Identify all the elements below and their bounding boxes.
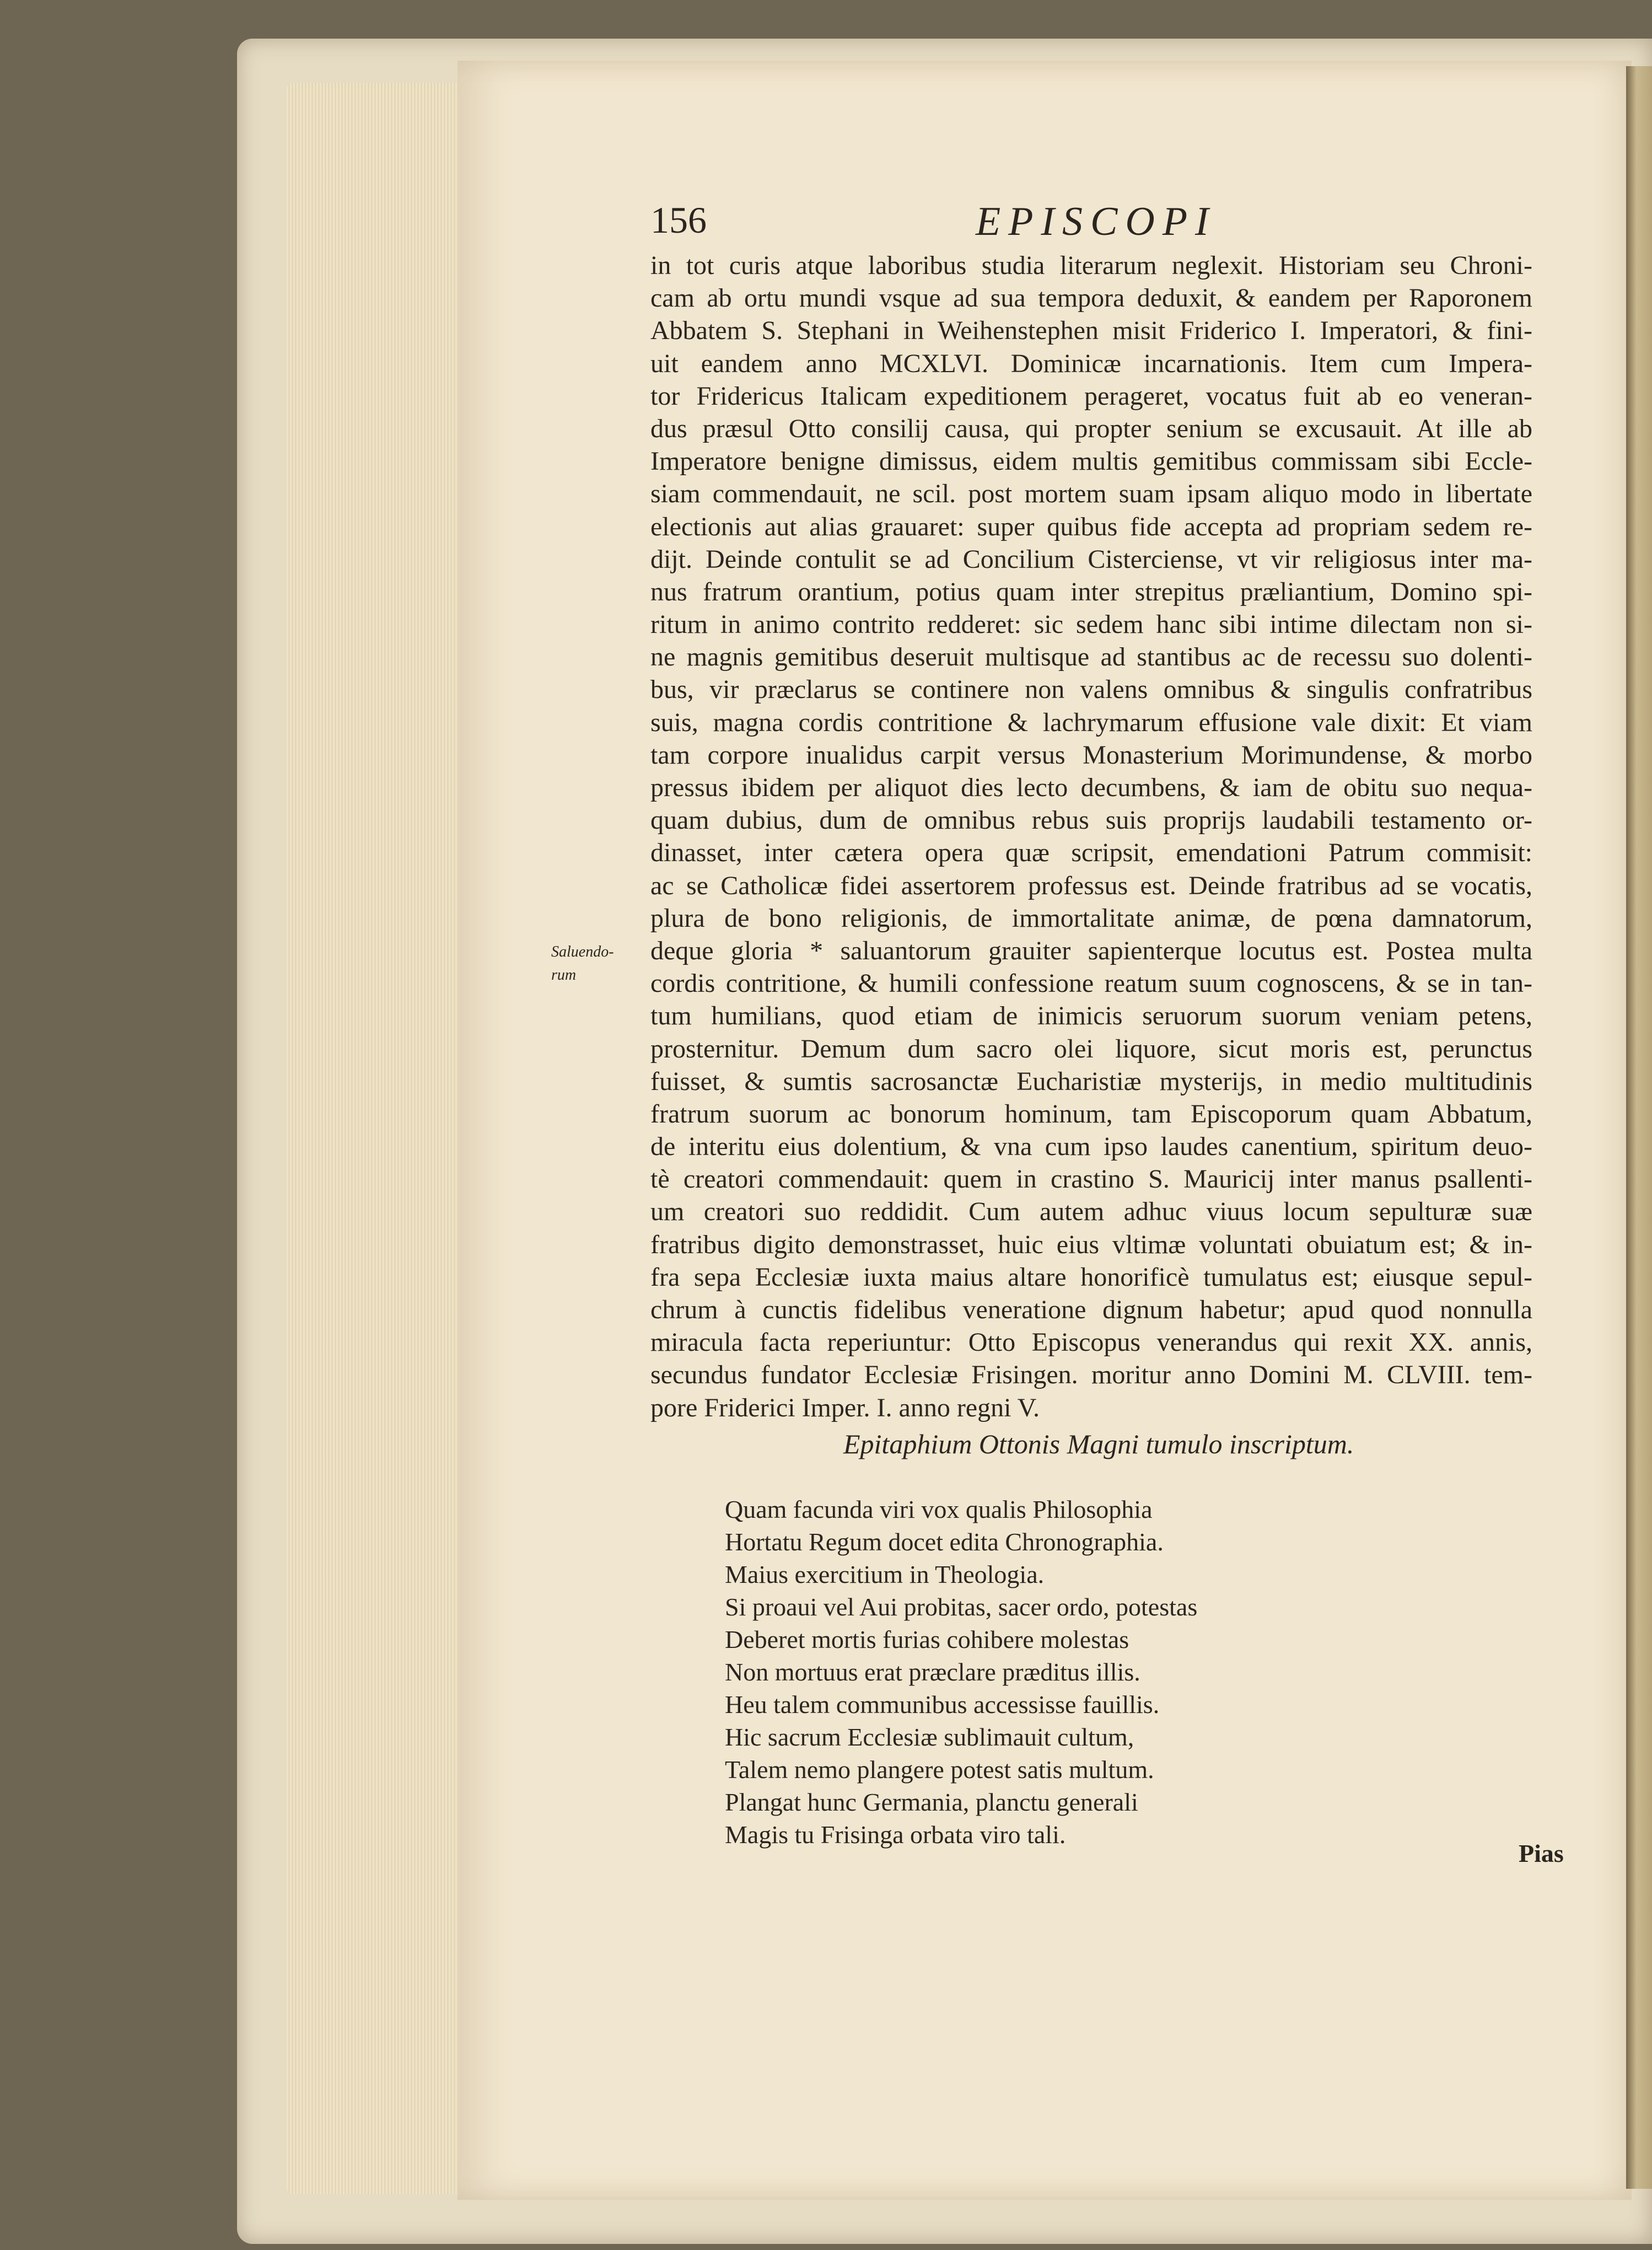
text-line: siam commendauit, ne scil. post mortem suam ipsam aliquo modo in libertate (650, 479, 1532, 509)
text-line: um creatori suo reddidit. Cum autem adhuc viuus locum sepulturæ suæ (650, 1197, 1532, 1227)
epitaph-verse (725, 1493, 1197, 1851)
catchword: Pias (1519, 1839, 1564, 1867)
text-line: dinasset, inter cætera opera quæ scripsit, emendationi Patrum commisit: (650, 838, 1532, 868)
text-line: dus præsul Otto consilij causa, qui propter senium se excusauit. At ille ab (650, 414, 1532, 443)
text-line: secundus fundator Ecclesiæ Frisingen. moritur anno Domini M. CLVIII. tem- (650, 1360, 1532, 1390)
text-line: quam dubius, dum de omnibus rebus suis proprijs laudabili testamento or- (650, 806, 1532, 835)
verse-line: Non mortuus erat præclare præditus illis. (725, 1658, 1140, 1686)
verse-line: Magis tu Frisinga orbata viro tali. (725, 1821, 1066, 1849)
text-line: fratrum suorum ac bonorum hominum, tam Episcoporum quam Abbatum, (650, 1099, 1532, 1129)
text-line: bus, vir præclarus se continere non valens omnibus & singulis confratribus (650, 675, 1532, 705)
text-line: plura de bono religionis, de immortalitate animæ, de pœna damnatorum, (650, 903, 1532, 933)
running-head (650, 198, 1422, 248)
verse-line: Si proaui vel Aui probitas, sacer ordo, potestas (725, 1593, 1198, 1621)
text-line: pressus ibidem per aliquot dies lecto decumbens, & iam de obitu suo nequa- (650, 773, 1532, 802)
text-line: chrum à cunctis fidelibus veneratione dignum habetur; apud quod nonnulla (650, 1295, 1532, 1324)
verse-line: Quam facunda viri vox qualis Philosophia (725, 1495, 1153, 1523)
verse-line: Hortatu Regum docet edita Chronographia. (725, 1528, 1164, 1556)
text-line: suis, magna cordis contritione & lachrymarum effusione vale dixit: Et viam (650, 707, 1532, 737)
text-line: fuisset, & sumtis sacrosanctæ Eucharistiæ mysterijs, in medio multitudinis (650, 1066, 1532, 1096)
text-line: Abbatem S. Stephani in Weihenstephen misit Friderico I. Imperatori, & fini- (650, 316, 1532, 346)
text-line: miracula facta reperiuntur: Otto Episcopus venerandus qui rexit XX. annis, (650, 1328, 1532, 1357)
verse-line: Maius exercitium in Theologia. (725, 1560, 1045, 1588)
running-head-title: EPISCOPI (976, 199, 1217, 244)
body-text (650, 249, 1532, 1424)
verse-line: Heu talem communibus accessisse fauillis. (725, 1690, 1160, 1719)
text-line: dijt. Deinde contulit se ad Concilium Cisterciense, vt vir religiosus inter ma- (650, 544, 1532, 574)
text-line: tam corpore inualidus carpit versus Monasterium Morimundense, & morbo (650, 740, 1532, 770)
text-line: electionis aut alias grauaret: super quibus fide accepta ad propriam sedem re- (650, 512, 1532, 541)
text-line: deque gloria * saluantorum grauiter sapienterque locutus est. Postea multa (650, 936, 1532, 965)
verse-line: Plangat hunc Germania, planctu generali (725, 1788, 1138, 1816)
text-line: uit eandem anno MCXLVI. Dominicæ incarnationis. Item cum Impera- (650, 348, 1532, 378)
text-line: tè creatori commendauit: quem in crastino S. Mauricij inter manus psallenti- (650, 1164, 1532, 1194)
text-line: tum humilians, quod etiam de inimicis seruorum suorum veniam petens, (650, 1001, 1532, 1031)
margin-note (551, 941, 634, 987)
text-line: nus fratrum orantium, potius quam inter strepitus præliantium, Domino spi- (650, 577, 1532, 606)
text-line: ac se Catholicæ fidei assertorem professus est. Deinde fratribus ad se vocatis, (650, 871, 1532, 900)
epitaph-heading: Epitaphium Ottonis Magni tumulo inscriptum. (843, 1429, 1354, 1459)
text-line: ne magnis gemitibus deseruit multisque ad stantibus ac de recessu suo dolenti- (650, 642, 1532, 672)
margin-note-line: rum (551, 966, 577, 984)
text-line: ritum in animo contrito redderet: sic sedem hanc sibi intime dilectam non si- (650, 610, 1532, 640)
verse-line: Deberet mortis furias cohibere molestas (725, 1625, 1129, 1653)
page-number: 156 (650, 199, 707, 241)
text-line: Imperatore benigne dimissus, eidem multis gemitibus commissam sibi Eccle- (650, 447, 1532, 476)
page-block-edge (287, 83, 458, 2194)
text-line: prosternitur. Demum dum sacro olei liquore, sicut moris est, perunctus (650, 1034, 1532, 1064)
text-line: cam ab ortu mundi vsque ad sua tempora deduxit, & eandem per Raporonem (650, 283, 1532, 313)
text-line: in tot curis atque laboribus studia literarum neglexit. Historiam seu Chroni- (650, 251, 1532, 280)
verse-line: Hic sacrum Ecclesiæ sublimauit cultum, (725, 1723, 1134, 1751)
margin-note-line: Saluendo- (551, 943, 614, 960)
text-line: pore Friderici Imper. I. anno regni V. (650, 1393, 1040, 1422)
text-line: cordis contritione, & humili confessione reatum suum cognoscens, & se in tan- (650, 969, 1532, 998)
text-line: fra sepa Ecclesiæ iuxta maius altare honorificè tumulatus est; eiusque sepul- (650, 1262, 1532, 1292)
verse-line: Talem nemo plangere potest satis multum. (725, 1755, 1154, 1784)
text-line: tor Fridericus Italicam expeditionem perageret, vocatus fuit ab eo veneran- (650, 381, 1532, 411)
text-line: fratribus digito demonstrasset, huic eius vltimæ voluntati obuiatum est; & in- (650, 1229, 1532, 1259)
text-line: de interitu eius dolentium, & vna cum ipso laudes canentium, spiritum deuo- (650, 1132, 1532, 1162)
facing-page-edge (1626, 66, 1652, 2189)
